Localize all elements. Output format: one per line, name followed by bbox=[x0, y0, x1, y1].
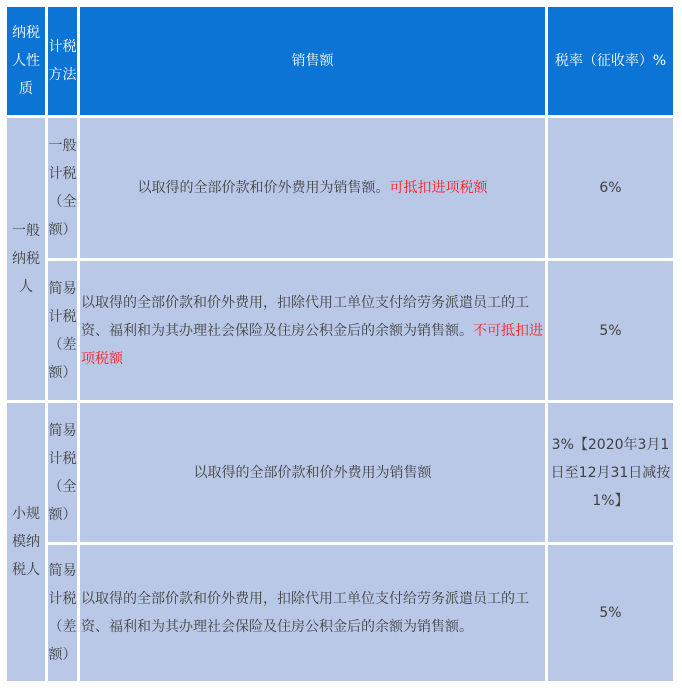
rate-cell: 3%【2020年3月1日至12月31日减按1%】 bbox=[548, 403, 673, 542]
table-row bbox=[7, 261, 673, 400]
sales-text: 以取得的全部价款和价外费用，扣除代用工单位支付给劳务派遣员工的工资、福利和为其办理社会保险及住房公积金后的余额为销售额。 bbox=[81, 591, 529, 635]
rate-cell: 5% bbox=[548, 545, 673, 681]
method-cell: 简易计税（差额） bbox=[48, 545, 77, 681]
sales-text: 以取得的全部价款和价外费用为销售额。 bbox=[137, 180, 390, 196]
sales-cell bbox=[80, 261, 545, 400]
table-row bbox=[7, 545, 673, 681]
taxpayer-cell-small-scale: 小规模纳税人 bbox=[7, 403, 45, 681]
header-tax-rate: 税率（征收率）% bbox=[548, 7, 673, 115]
sales-cell bbox=[80, 403, 545, 542]
sales-text: 以取得的全部价款和价外费用，扣除代用工单位支付给劳务派遣员工的工资、福利和为其办理社会保险及住房公积金后的余额为销售额。 bbox=[81, 294, 529, 339]
vat-labor-dispatch-table bbox=[4, 4, 676, 684]
sales-note-red: 不可抵扣进项税额 bbox=[81, 322, 543, 367]
table-row bbox=[7, 118, 673, 258]
method-cell: 一般计税（全额） bbox=[48, 118, 77, 258]
header-tax-method: 计税方法 bbox=[48, 7, 77, 115]
method-cell: 简易计税（全额） bbox=[48, 403, 77, 542]
method-cell: 简易计税（差额） bbox=[48, 261, 77, 400]
taxpayer-cell-general: 一般纳税人 bbox=[7, 118, 45, 400]
table-header-row bbox=[7, 7, 673, 115]
header-taxpayer-nature: 纳税人性质 bbox=[7, 7, 45, 115]
rate-cell: 5% bbox=[548, 261, 673, 400]
sales-cell bbox=[80, 118, 545, 258]
sales-cell bbox=[80, 545, 545, 681]
rate-cell: 6% bbox=[548, 118, 673, 258]
sales-note-red: 可抵扣进项税额 bbox=[389, 180, 488, 196]
sales-text: 以取得的全部价款和价外费用为销售额 bbox=[193, 464, 432, 481]
table-row bbox=[7, 403, 673, 542]
header-sales-amount: 销售额 bbox=[80, 7, 545, 115]
